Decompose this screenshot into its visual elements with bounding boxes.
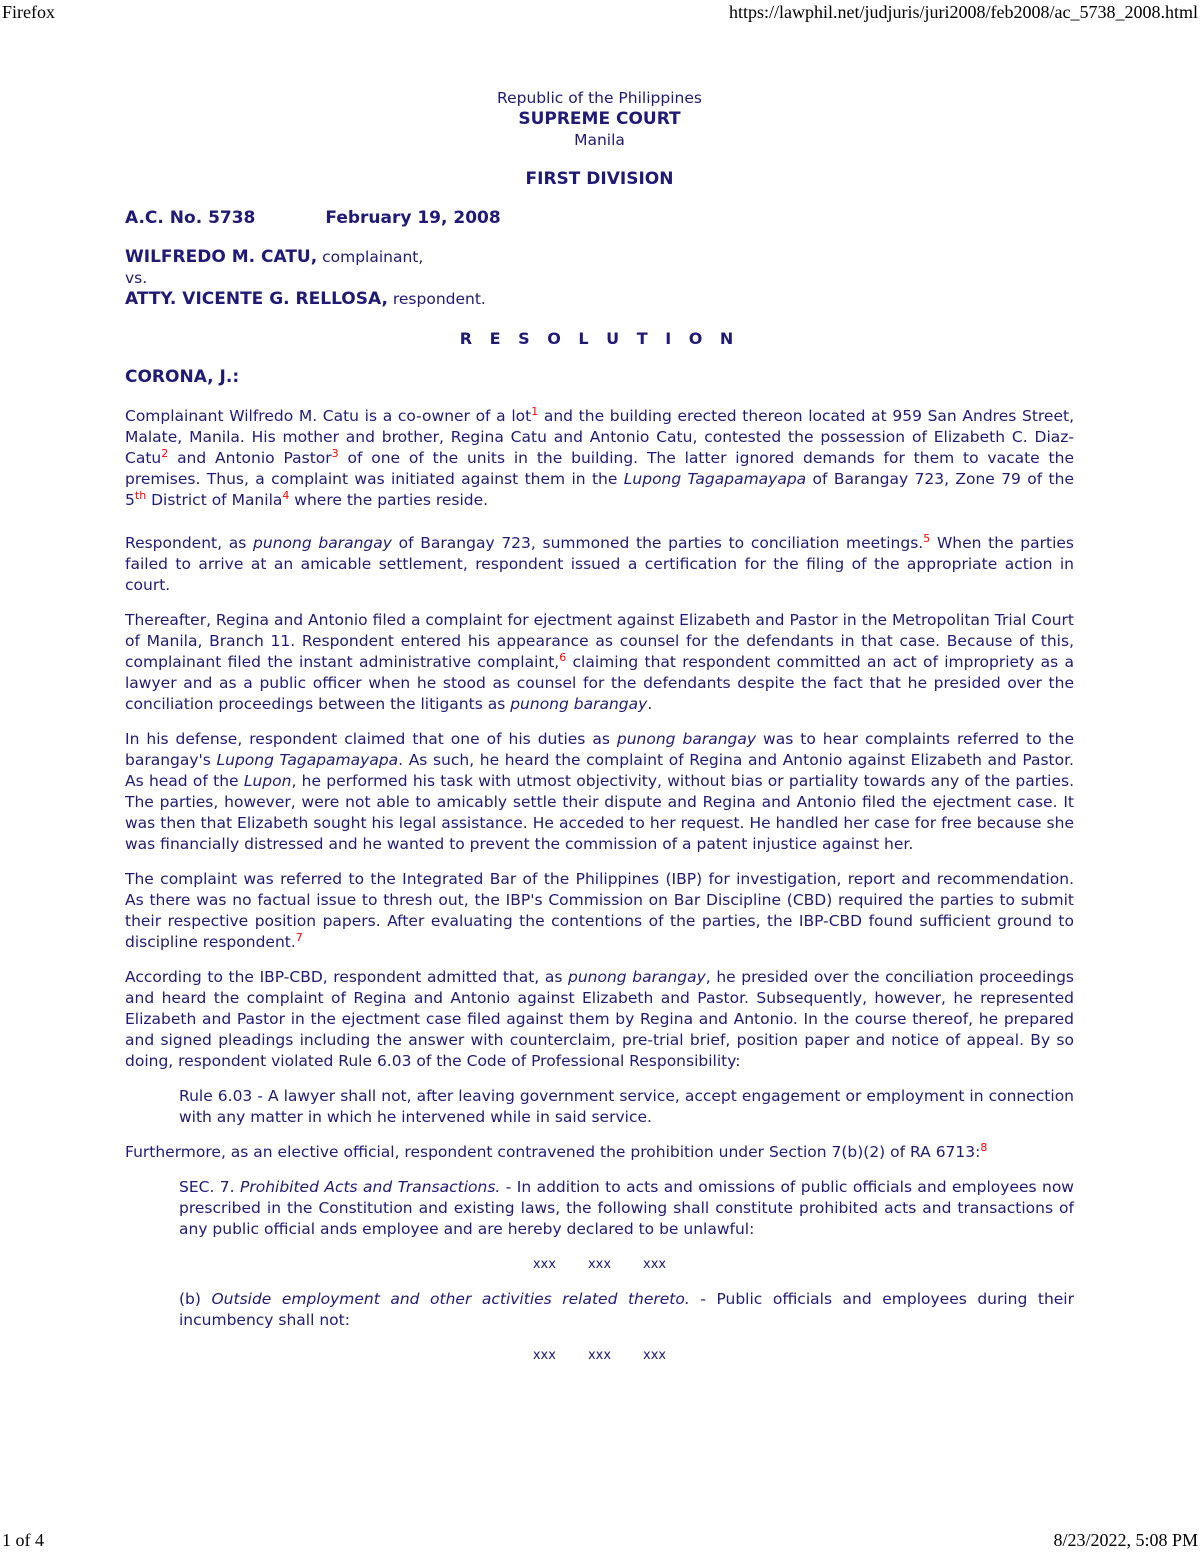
text-run: Thereafter, Regina and Antonio filed a complaint for ejectment against Elizabeth and Pastor in the Metropolitan Trial Court of Manila, Branch 11. Respondent entered his appearance as counsel for the defendants in that case. Because of this, complainant filed the instant administrative complaint,	[125, 611, 1074, 671]
text-run: (b)	[179, 1290, 212, 1308]
text-run: was to hear complaints referred to the barangay's	[125, 730, 1074, 769]
ellipsis-mark: xxx	[532, 1348, 556, 1363]
text-run: of Barangay 723, Zone 79 of the 5	[125, 470, 1074, 509]
text-run: - In addition to acts and omissions of public officials and employees now prescribed in the Constitution and existing laws, the following shall constitute prohibited acts and transactions of any public official ands employee and are hereby declared to be unlawful:	[179, 1178, 1074, 1238]
decision-date: February 19, 2008	[325, 208, 501, 228]
print-datetime: 8/23/2022, 5:08 PM	[1053, 1530, 1198, 1550]
page-counter: 1 of 4	[2, 1530, 44, 1550]
text-run: According to the IBP-CBD, respondent admitted that, as	[125, 968, 569, 986]
italic-term: Prohibited Acts and Transactions.	[240, 1178, 501, 1196]
text-run: In his defense, respondent claimed that one of his duties as	[125, 730, 617, 748]
parties-block	[125, 247, 1074, 310]
paragraph-1	[125, 406, 1074, 511]
division-heading: FIRST DIVISION	[525, 169, 674, 189]
print-footer	[0, 1530, 1200, 1552]
footnote-ref-2[interactable]: 2	[161, 447, 169, 460]
paragraph-3	[125, 610, 1074, 715]
text-run: , he performed his task with utmost objectivity, without bias or partiality towards any of the parties. The parties, however, were not able to amicably settle their dispute and Regina and Antonio filed the ejectment case. It was then that Elizabeth sought his legal assistance. He acceded to her request. He handled her case for free because she was financially distressed and he wanted to prevent the commission of a patent injustice against her.	[125, 772, 1074, 853]
complainant-line	[125, 247, 1074, 268]
quoted-rule-6-03: Rule 6.03 - A lawyer shall not, after leaving government service, accept engagement or employment in connection with any matter in which he intervened while in said service.	[179, 1087, 1074, 1126]
italic-term: punong barangay	[568, 968, 706, 986]
paragraph-7	[125, 1142, 1074, 1163]
paragraph-2	[125, 533, 1074, 596]
ellipsis-line-2	[125, 1345, 1074, 1366]
quoted-section-7	[179, 1177, 1074, 1240]
versus-label: vs.	[125, 269, 148, 287]
italic-term: punong barangay	[253, 534, 392, 552]
footnote-ref-1[interactable]: 1	[531, 405, 539, 418]
text-run: Furthermore, as an elective official, respondent contravened the prohibition under Section 7(b)(2) of RA 6713:	[125, 1143, 981, 1161]
print-header-app: Firefox	[2, 2, 55, 22]
complainant-role: complainant,	[317, 248, 424, 266]
text-run: - Public officials and employees during their incumbency shall not:	[179, 1290, 1074, 1329]
text-run: The complaint was referred to the Integrated Bar of the Philippines (IBP) for investigation, report and recommendation. As there was no factual issue to thresh out, the IBP's Commission on Bar Discipline (CBD) required the parties to submit their respective position papers. After evaluating the contentions of the parties, the IBP-CBD found sufficient ground to discipline respondent.	[125, 870, 1074, 951]
ellipsis-mark: xxx	[643, 1348, 667, 1363]
resolution-heading: R E S O L U T I O N	[459, 329, 740, 348]
print-header	[0, 2, 1200, 26]
text-run: SEC. 7.	[179, 1178, 240, 1196]
text-run: of one of the units in the building. The latter ignored demands for them to vacate the premises. Thus, a complaint was initiated against them in the	[125, 449, 1074, 488]
text-run: where the parties reside.	[289, 491, 489, 509]
text-run: District of Manila	[146, 491, 283, 509]
text-run: of Barangay 723, summoned the parties to conciliation meetings.	[391, 534, 924, 552]
text-run: , he presided over the conciliation proceedings and heard the complaint of Regina and Antonio against Elizabeth and Pastor. Subsequently, however, he represented Elizabeth and Pastor in the ejectment case filed against them by Regina and Antonio. In the course thereof, he prepared and signed pleadings including the answer with counterclaim, pre-trial brief, position paper and notice of appeal. By so doing, respondent violated Rule 6.03 of the Code of Professional Responsibility:	[125, 968, 1074, 1070]
docket-line	[125, 208, 1074, 229]
italic-term: punong barangay	[616, 730, 757, 748]
text-run: and Antonio Pastor	[168, 449, 332, 467]
ellipsis-mark: xxx	[587, 1348, 612, 1363]
quoted-section-7-b	[179, 1289, 1074, 1331]
italic-term: Lupong Tagapamayapa	[623, 470, 807, 488]
ellipsis-mark: xxx	[587, 1257, 612, 1272]
caption-republic: Republic of the Philippines	[497, 89, 702, 107]
ordinal-suffix: th	[134, 489, 147, 502]
complainant-name: WILFREDO M. CATU,	[125, 247, 318, 267]
text-run: Complainant Wilfredo M. Catu is a co-owner of a lot	[125, 407, 532, 425]
paragraph-4	[125, 729, 1074, 855]
paragraph-6	[125, 967, 1074, 1072]
italic-term: Lupon	[243, 772, 292, 790]
caption-court: SUPREME COURT	[518, 109, 681, 129]
docket-number: A.C. No. 5738	[125, 208, 256, 228]
italic-term: Lupong Tagapamayapa	[216, 751, 399, 769]
ellipsis-mark: xxx	[643, 1257, 667, 1272]
respondent-role: respondent.	[387, 290, 486, 308]
footnote-ref-7[interactable]: 7	[295, 931, 303, 944]
document-body	[125, 88, 1074, 1366]
text-run: claiming that respondent committed an act of impropriety as a lawyer and as a public officer when he stood as counsel for the defendants despite the fact that he presided over the conciliation proceedings between the litigants as	[125, 653, 1074, 713]
respondent-name: ATTY. VICENTE G. RELLOSA,	[125, 289, 388, 309]
footnote-ref-3[interactable]: 3	[331, 447, 339, 460]
print-header-url: https://lawphil.net/judjuris/juri2008/feb2008/ac_5738_2008.html	[729, 2, 1198, 22]
footnote-ref-5[interactable]: 5	[923, 532, 931, 545]
text-run: .	[647, 695, 653, 713]
text-run: When the parties failed to arrive at an amicable settlement, respondent issued a certification for the filing of the appropriate action in court.	[125, 534, 1075, 594]
paragraph-5	[125, 869, 1074, 953]
ellipsis-line-1	[125, 1254, 1074, 1275]
respondent-line	[125, 289, 1074, 310]
text-run: and the building erected thereon located at 959 San Andres Street, Malate, Manila. His mother and brother, Regina Catu and Antonio Catu, contested the possession of Elizabeth C. Diaz-Catu	[125, 407, 1074, 467]
italic-term: punong barangay	[510, 695, 648, 713]
footnote-ref-8[interactable]: 8	[980, 1141, 988, 1154]
footnote-ref-4[interactable]: 4	[282, 489, 290, 502]
ellipsis-mark: xxx	[532, 1257, 556, 1272]
italic-term: Outside employment and other activities related thereto.	[211, 1290, 690, 1308]
ponente-heading: CORONA, J.:	[125, 367, 240, 387]
footnote-ref-6[interactable]: 6	[559, 651, 567, 664]
caption-city: Manila	[574, 131, 625, 149]
text-run: . As such, he heard the complaint of Regina and Antonio against Elizabeth and Pastor. As head of the	[125, 751, 1074, 790]
text-run: Respondent, as	[125, 534, 254, 552]
